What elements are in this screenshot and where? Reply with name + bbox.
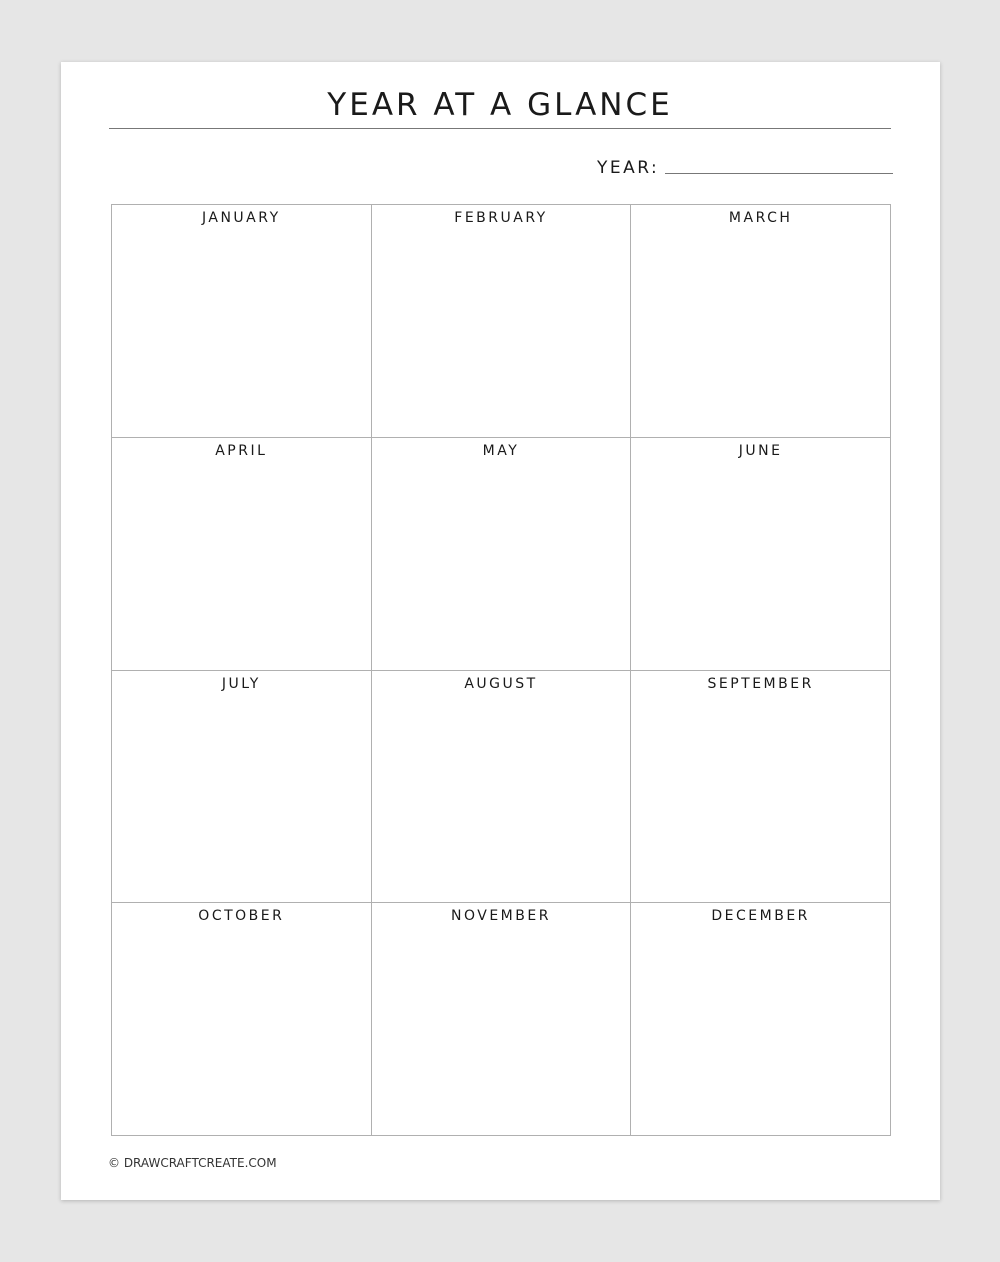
month-cell-november [372,903,632,1136]
month-label: DECEMBER [711,908,810,925]
month-cell-may [372,438,632,671]
month-label: JUNE [738,442,783,459]
month-label: FEBRUARY [454,210,548,226]
month-label: APRIL [215,442,268,459]
month-label: AUGUST [464,675,538,692]
month-label: JULY [221,675,261,692]
month-cell-march [631,205,891,438]
copyright-footer: © DRAWCRAFTCREATE.COM [108,1156,277,1170]
month-cell-october [112,903,372,1136]
month-label: MARCH [728,210,793,226]
month-grid [111,204,891,1136]
month-cell-june [631,438,891,671]
year-write-line [665,173,893,174]
month-cell-february [372,205,632,438]
month-cell-july [112,671,372,904]
year-label: YEAR: [597,158,660,178]
month-cell-august [372,671,632,904]
month-cell-january [112,205,372,438]
planner-page [61,62,940,1200]
month-label: NOVEMBER [451,908,551,925]
month-cell-september [631,671,891,904]
month-label: MAY [482,442,520,459]
month-label: OCTOBER [198,908,285,925]
month-label: SEPTEMBER [707,675,814,692]
month-cell-december [631,903,891,1136]
page-title: YEAR AT A GLANCE [327,87,673,123]
title-underline [109,128,891,129]
month-cell-april [112,438,372,671]
month-label: JANUARY [202,210,281,226]
